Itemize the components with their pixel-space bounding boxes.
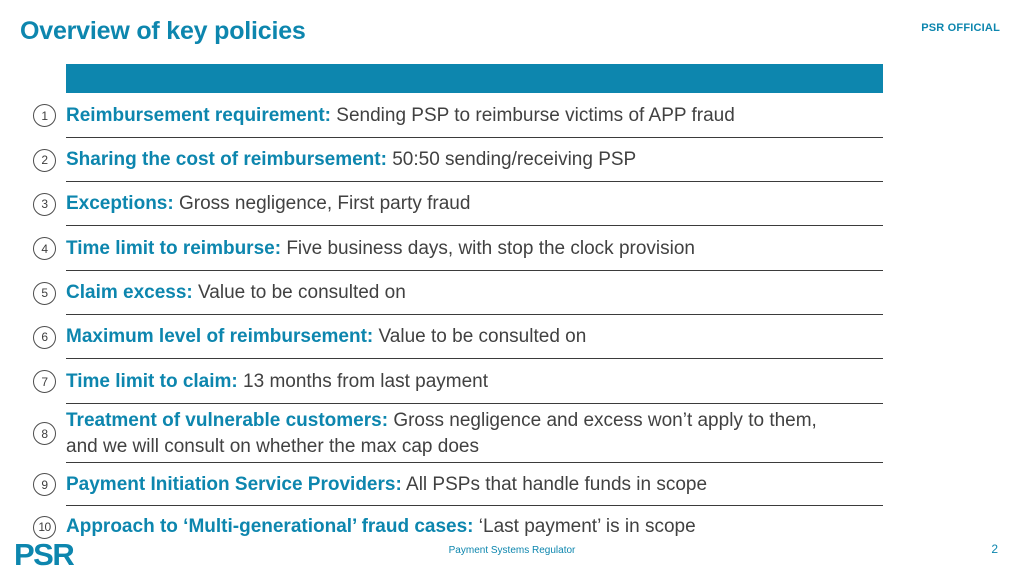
policy-heading: Exceptions: xyxy=(66,193,174,214)
policy-description: Value to be consulted on xyxy=(198,282,406,303)
policy-row xyxy=(0,226,883,271)
policy-badge-column xyxy=(0,359,66,404)
policy-badge-column xyxy=(0,182,66,226)
policy-number-badge: 10 xyxy=(33,516,56,539)
policy-row xyxy=(0,463,883,506)
policy-number-badge: 7 xyxy=(33,370,56,393)
policy-description: Gross negligence and excess won’t apply to them, and we will consult on whether the max cap does xyxy=(66,409,817,457)
policy-number-badge: 3 xyxy=(33,193,56,216)
policy-content xyxy=(66,506,883,548)
policy-description: Value to be consulted on xyxy=(378,326,587,347)
policy-description: ‘Last payment’ is in scope xyxy=(478,516,696,537)
policy-row xyxy=(0,93,883,138)
policy-description: Five business days, with stop the clock provision xyxy=(286,237,695,259)
policy-text-wrap xyxy=(66,191,470,217)
policy-content xyxy=(66,404,883,463)
policy-description: Sending PSP to reimburse victims of APP fraud xyxy=(336,104,735,126)
policy-content xyxy=(66,315,883,359)
policy-heading: Approach to ‘Multi-generational’ fraud cases: xyxy=(66,516,474,537)
policy-content xyxy=(66,182,883,226)
policy-content xyxy=(66,138,883,182)
policy-badge-column xyxy=(0,404,66,463)
policy-row xyxy=(0,138,883,182)
policy-number-badge: 4 xyxy=(33,237,56,260)
policy-number-badge: 2 xyxy=(33,149,56,172)
policy-text-wrap xyxy=(66,280,406,306)
policy-list xyxy=(0,93,883,548)
policy-badge-column xyxy=(0,226,66,271)
policy-text-wrap xyxy=(66,324,586,350)
policy-text-wrap xyxy=(66,236,695,262)
policy-badge-column xyxy=(0,271,66,315)
page-title: Overview of key policies xyxy=(20,17,306,45)
policy-badge-column xyxy=(0,315,66,359)
policy-badge-column xyxy=(0,138,66,182)
policy-badge-column xyxy=(0,93,66,138)
classification-label: PSR OFFICIAL xyxy=(921,22,1000,34)
psr-logo: PSR xyxy=(14,537,74,568)
footer-org-name: Payment Systems Regulator xyxy=(448,545,576,556)
policy-number-badge: 9 xyxy=(33,473,56,496)
policy-number-badge: 8 xyxy=(33,422,56,445)
policy-row xyxy=(0,359,883,404)
policy-heading: Time limit to reimburse: xyxy=(66,237,282,259)
policy-number-badge: 6 xyxy=(33,326,56,349)
policy-text-wrap xyxy=(66,369,488,395)
policy-text-wrap xyxy=(66,408,817,460)
policy-heading: Time limit to claim: xyxy=(66,370,238,392)
policy-description: 50:50 sending/receiving PSP xyxy=(392,149,637,170)
policy-row xyxy=(0,271,883,315)
policy-content xyxy=(66,463,883,506)
policy-number-badge: 5 xyxy=(33,282,56,305)
policy-content xyxy=(66,271,883,315)
policy-row xyxy=(0,506,883,548)
policy-content xyxy=(66,93,883,138)
policy-description: All PSPs that handle funds in scope xyxy=(406,473,708,495)
policy-content xyxy=(66,359,883,404)
page-number: 2 xyxy=(991,542,998,556)
policy-heading: Payment Initiation Service Providers: xyxy=(66,473,402,495)
policy-heading: Maximum level of reimbursement: xyxy=(66,326,374,347)
header-bar xyxy=(66,64,883,93)
policy-text-wrap xyxy=(66,103,735,129)
policy-heading: Reimbursement requirement: xyxy=(66,104,332,126)
policy-row xyxy=(0,404,883,463)
policy-description: Gross negligence, First party fraud xyxy=(178,193,471,214)
policy-text-wrap xyxy=(66,147,636,173)
policy-heading: Claim excess: xyxy=(66,282,193,303)
policy-text-wrap xyxy=(66,472,707,498)
policy-heading: Sharing the cost of reimbursement: xyxy=(66,149,387,170)
policy-heading: Treatment of vulnerable customers: xyxy=(66,409,389,431)
policy-number-badge: 1 xyxy=(33,104,56,127)
policy-badge-column xyxy=(0,463,66,506)
policy-description: 13 months from last payment xyxy=(243,370,489,392)
policy-text-wrap xyxy=(66,514,696,540)
policy-content xyxy=(66,226,883,271)
policy-row xyxy=(0,182,883,226)
policy-row xyxy=(0,315,883,359)
